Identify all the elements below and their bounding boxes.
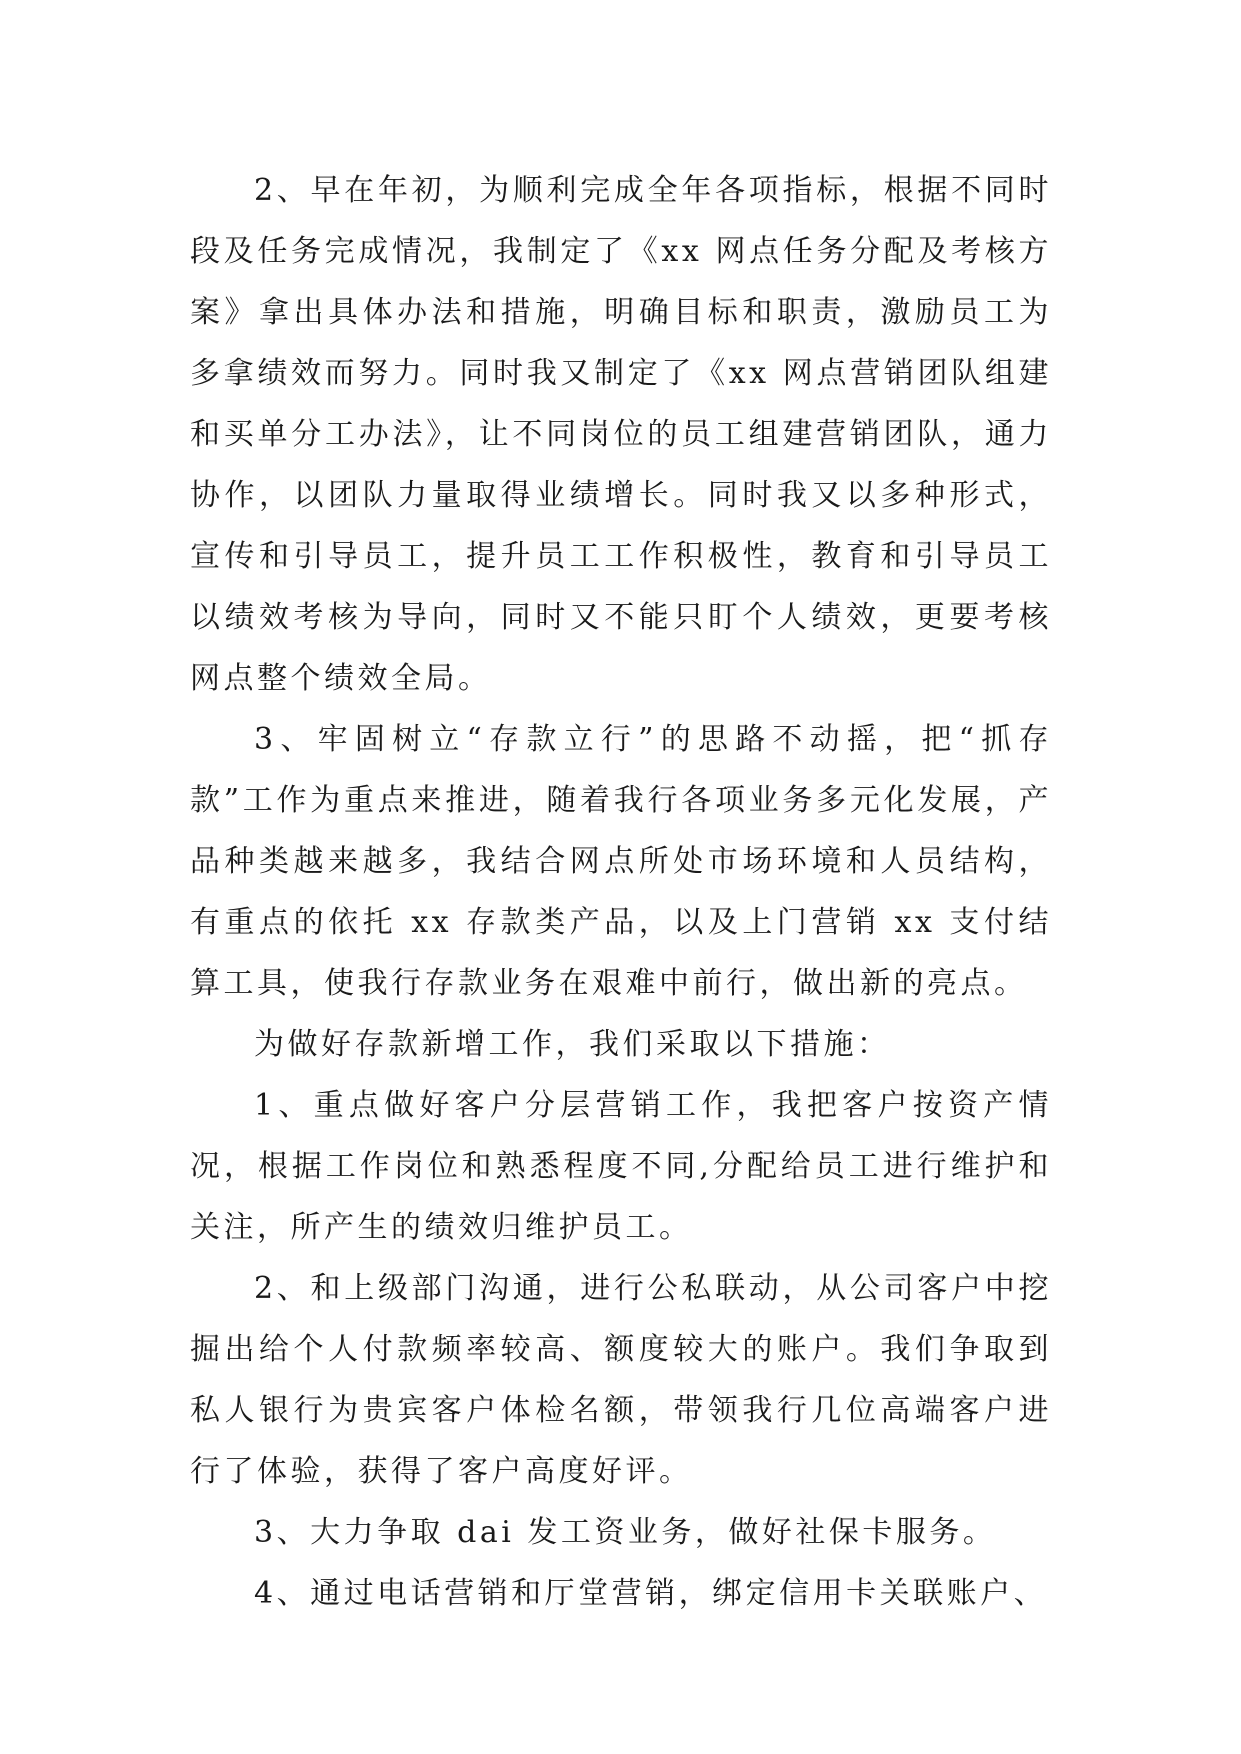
paragraph-measure-2: 2、和上级部门沟通，进行公私联动，从公司客户中挖掘出给个人付款频率较高、额度较大的账户。我们争取到私人银行为贵宾客户体检名额，带领我行几位高端客户进行了体验，获得了客户高度好评。 [190, 1271, 1052, 1489]
paragraph-target-assignment: 2、早在年初，为顺利完成全年各项指标，根据不同时段及任务完成情况，我制定了《xx 网点任务分配及考核方案》拿出具体办法和措施，明确目标和职责，激励员工为多拿绩效而努力。同时我又制定了《xx 网点营销团队组建和买单分工办法》，让不同岗位的员工组建营销团队，通力协作，以团队力量取得业绩增长。同时我又以多种形式，宣传和引导员工，提升员工工作积极性，教育和引导员工以绩效考核为导向，同时又不能只盯个人绩效，更要考核网点整个绩效全局。 [190, 173, 1052, 696]
document-page [190, 160, 1052, 1624]
paragraph-measure-3: 3、大力争取 dai 发工资业务，做好社保卡服务。 [254, 1515, 997, 1550]
paragraph-deposit-strategy: 3、牢固树立“存款立行”的思路不动摇，把“抓存款”工作为重点来推进，随着我行各项业务多元化发展，产品种类越来越多，我结合网点所处市场环境和人员结构，有重点的依托 xx 存款类产品，以及上门营销 xx 支付结算工具，使我行存款业务在艰难中前行，做出新的亮点。 [190, 722, 1052, 1001]
paragraph-measure-4: 4、通过电话营销和厅堂营销，绑定信用卡关联账户、 [254, 1576, 1048, 1611]
paragraph-measures-intro: 为做好存款新增工作，我们采取以下措施： [254, 1027, 891, 1062]
paragraph-measure-1: 1、重点做好客户分层营销工作，我把客户按资产情况，根据工作岗位和熟悉程度不同,分配给员工进行维护和关注，所产生的绩效归维护员工。 [190, 1088, 1052, 1245]
